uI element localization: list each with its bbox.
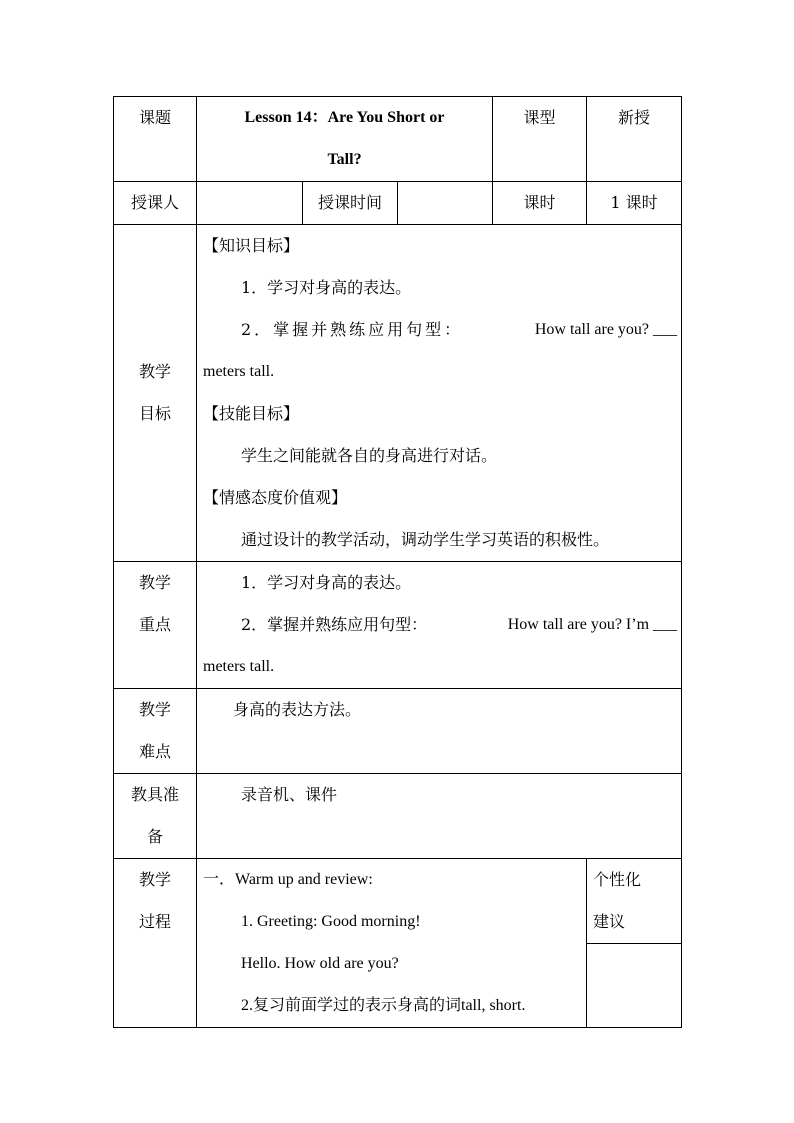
focus-item-1: 1．学习对身高的表达。 bbox=[241, 573, 412, 592]
process-content-cell bbox=[197, 859, 587, 1028]
suggestion-label-line-1: 个性化 bbox=[593, 870, 642, 889]
emotion-goal-1: 通过设计的教学活动，调动学生学习英语的积极性。 bbox=[241, 530, 610, 549]
hours-label: 课时 bbox=[523, 193, 556, 212]
type-value: 新授 bbox=[618, 108, 651, 127]
goals-label-line-1: 教学 bbox=[138, 362, 171, 381]
emotion-goal-heading: 【情感态度价值观】 bbox=[203, 488, 348, 507]
hours-label-cell bbox=[493, 182, 587, 225]
process-line-2: 1. Greeting: Good morning! bbox=[241, 913, 421, 930]
focus-item-2-continued: meters tall. bbox=[203, 658, 275, 675]
knowledge-goal-2-cn: 2．掌握并熟练应用句型： bbox=[241, 320, 464, 339]
process-label-line-2: 过程 bbox=[138, 912, 171, 931]
process-label-cell bbox=[114, 859, 197, 1028]
process-line-1: 一．Warm up and review: bbox=[203, 871, 373, 888]
difficulty-content-cell bbox=[197, 689, 682, 774]
knowledge-goal-2 bbox=[203, 309, 681, 351]
focus-content-cell bbox=[197, 562, 682, 689]
tools-text: 录音机、课件 bbox=[241, 785, 338, 804]
teacher-label: 授课人 bbox=[130, 193, 179, 212]
focus-label-cell bbox=[114, 562, 197, 689]
teacher-value-cell bbox=[197, 182, 303, 225]
goals-label-cell bbox=[114, 225, 197, 562]
tools-content-cell bbox=[197, 774, 682, 859]
difficulty-label-line-1: 教学 bbox=[138, 700, 171, 719]
lesson-plan-table bbox=[113, 96, 682, 1028]
topic-label-cell bbox=[114, 97, 197, 182]
knowledge-goal-1: 1．学习对身高的表达。 bbox=[241, 278, 412, 297]
time-label: 授课时间 bbox=[317, 193, 382, 212]
teacher-label-cell bbox=[114, 182, 197, 225]
process-line-3: Hello. How old are you? bbox=[241, 955, 399, 972]
focus-label-line-2: 重点 bbox=[138, 615, 171, 634]
difficulty-label-cell bbox=[114, 689, 197, 774]
time-value-cell bbox=[398, 182, 493, 225]
focus-label-line-1: 教学 bbox=[138, 573, 171, 592]
topic-label: 课题 bbox=[138, 108, 171, 127]
difficulty-label-line-2: 难点 bbox=[138, 742, 171, 761]
lesson-title: Lesson 14：Are You Short or Tall? bbox=[244, 109, 445, 168]
process-label-line-1: 教学 bbox=[138, 870, 171, 889]
skill-goal-1: 学生之间能就各自的身高进行对话。 bbox=[241, 446, 498, 465]
type-value-cell bbox=[587, 97, 682, 182]
type-label-cell bbox=[493, 97, 587, 182]
focus-item-2 bbox=[203, 604, 681, 646]
topic-value-cell bbox=[197, 97, 493, 182]
time-label-cell bbox=[303, 182, 398, 225]
process-line-4: 2.复习前面学过的表示身高的词tall, short. bbox=[241, 997, 526, 1014]
suggestion-label-cell bbox=[587, 859, 682, 944]
suggestion-label-line-2: 建议 bbox=[593, 912, 626, 931]
focus-item-2-en: How tall are you? I’m ___ bbox=[507, 616, 678, 633]
difficulty-text: 身高的表达方法。 bbox=[233, 700, 362, 719]
hours-value-cell bbox=[587, 182, 682, 225]
knowledge-goal-2-en: How tall are you? ___ bbox=[534, 321, 678, 338]
knowledge-goal-heading: 【知识目标】 bbox=[203, 236, 300, 255]
hours-value: 1 课时 bbox=[610, 193, 658, 212]
focus-item-2-cn: 2．掌握并熟练应用句型： bbox=[241, 615, 428, 634]
tools-label-line-1: 教具准 bbox=[130, 785, 179, 804]
tools-label-line-2: 备 bbox=[146, 827, 163, 846]
goals-content-cell bbox=[197, 225, 682, 562]
skill-goal-heading: 【技能目标】 bbox=[203, 404, 300, 423]
suggestion-value-cell bbox=[587, 944, 682, 1028]
tools-label-cell bbox=[114, 774, 197, 859]
goals-label-line-2: 目标 bbox=[138, 404, 171, 423]
type-label: 课型 bbox=[523, 108, 556, 127]
knowledge-goal-2-continued: meters tall. bbox=[203, 363, 275, 380]
